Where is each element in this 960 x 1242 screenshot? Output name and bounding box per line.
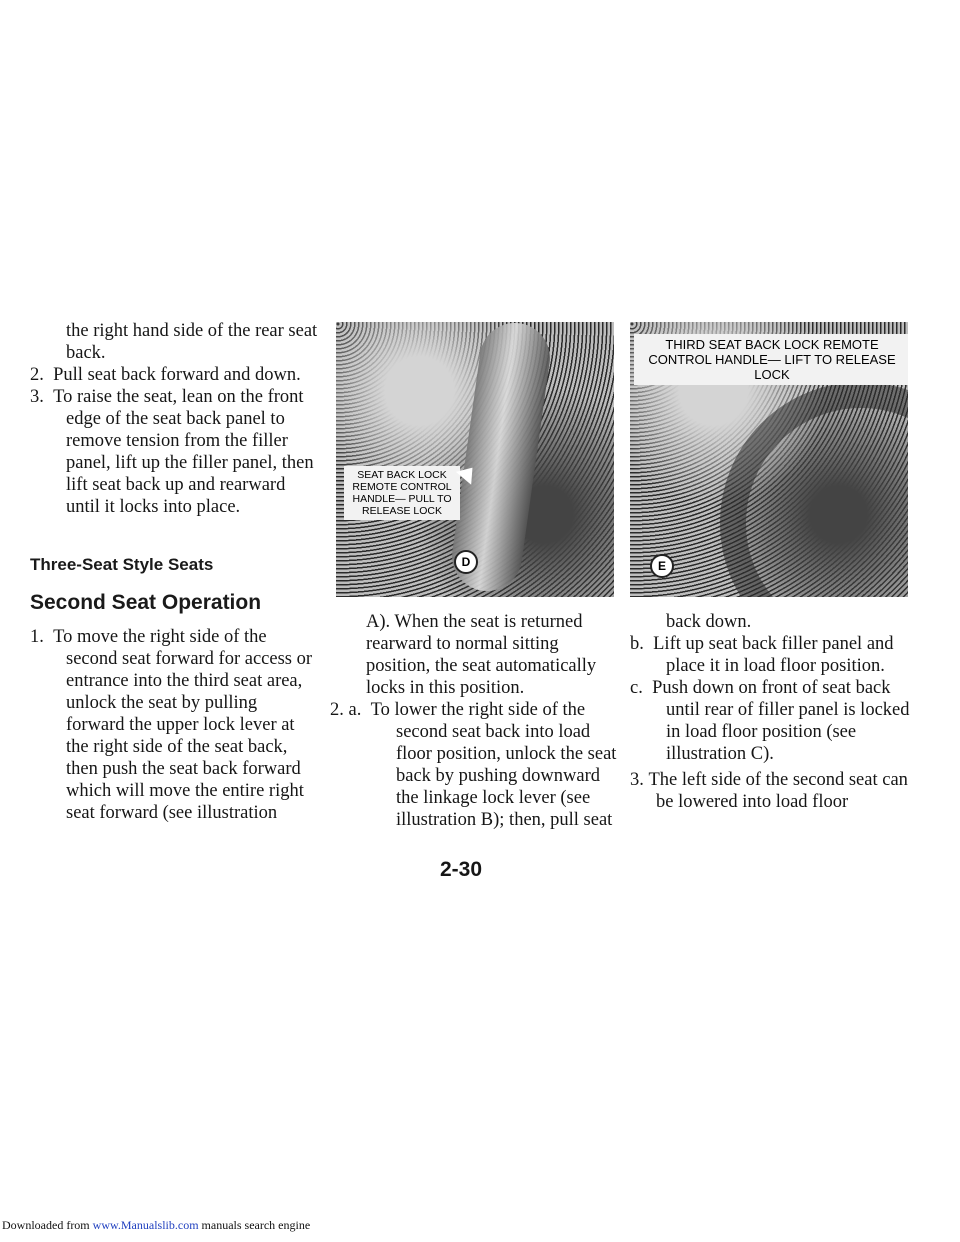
step-3-text: To raise the seat, lean on the front edge of the seat back panel to remove tension from the filler panel, lift up the filler panel, then lift seat back up and rearward until it locks into place. bbox=[53, 387, 314, 517]
source-footer bbox=[2, 1218, 310, 1233]
step-c bbox=[630, 677, 920, 765]
illustration-d-badge: D bbox=[454, 550, 478, 574]
step-3-right bbox=[630, 769, 920, 813]
step-3 bbox=[30, 386, 320, 518]
step-3-right-text: The left side of the second seat can be lowered into load floor bbox=[648, 770, 908, 812]
step-2a-text: To lower the right side of the second seat back into load floor position, unlock the seat back by pushing downward the linkage lock lever (see illustration B); then, pull seat bbox=[370, 700, 617, 830]
continued-paragraph: A). When the seat is returned rearward to normal sitting position, the seat automatically locks in this position. bbox=[366, 612, 597, 698]
illustration-d-label: SEAT BACK LOCK REMOTE CONTROL HANDLE— PULL TO RELEASE LOCK bbox=[344, 466, 460, 520]
page-number: 2-30 bbox=[440, 858, 483, 881]
illustration-d bbox=[336, 322, 614, 597]
section-subheading: Three-Seat Style Seats bbox=[30, 555, 214, 574]
illustration-e bbox=[630, 322, 908, 597]
step-2a-number: 2. a. bbox=[330, 700, 362, 720]
section-heading: Second Seat Operation bbox=[30, 591, 262, 614]
step-1 bbox=[30, 626, 320, 824]
step-1-number: 1. bbox=[30, 627, 44, 647]
step-2-number: 2. bbox=[30, 365, 44, 385]
manualslib-link[interactable]: www.Manualslib.com bbox=[92, 1218, 199, 1232]
seat-ridge-shape bbox=[720, 382, 908, 597]
step-c-number: c. bbox=[630, 678, 643, 698]
illustration-e-badge: E bbox=[650, 554, 674, 578]
step-2-text: Pull seat back forward and down. bbox=[53, 365, 301, 385]
step-b-number: b. bbox=[630, 634, 644, 654]
step-3-right-number: 3. bbox=[630, 770, 644, 790]
column-middle bbox=[330, 322, 620, 831]
step-3-number: 3. bbox=[30, 387, 44, 407]
step-b bbox=[630, 633, 920, 677]
column-right bbox=[630, 322, 920, 813]
column-left bbox=[30, 320, 320, 824]
illustration-e-label: THIRD SEAT BACK LOCK REMOTE CONTROL HANDLE— LIFT TO RELEASE LOCK bbox=[634, 334, 908, 385]
step-1-text: To move the right side of the second seat forward for access or entrance into the third seat area, unlock the seat by pulling forward the upper lock lever at the right side of the seat back, then push the seat back forward which will move the entire right seat forward (see illustration bbox=[53, 627, 313, 823]
continued-paragraph-right: back down. bbox=[666, 612, 752, 632]
step-2 bbox=[30, 364, 320, 386]
step-b-text: Lift up seat back filler panel and place it in load floor position. bbox=[653, 634, 894, 676]
source-prefix: Downloaded from bbox=[2, 1218, 93, 1232]
step-c-text: Push down on front of seat back until rear of filler panel is locked in load floor position (see illustration C). bbox=[652, 678, 910, 764]
intro-paragraph: the right hand side of the rear seat back. bbox=[66, 321, 318, 363]
step-2a bbox=[330, 699, 620, 831]
source-suffix: manuals search engine bbox=[198, 1218, 311, 1232]
